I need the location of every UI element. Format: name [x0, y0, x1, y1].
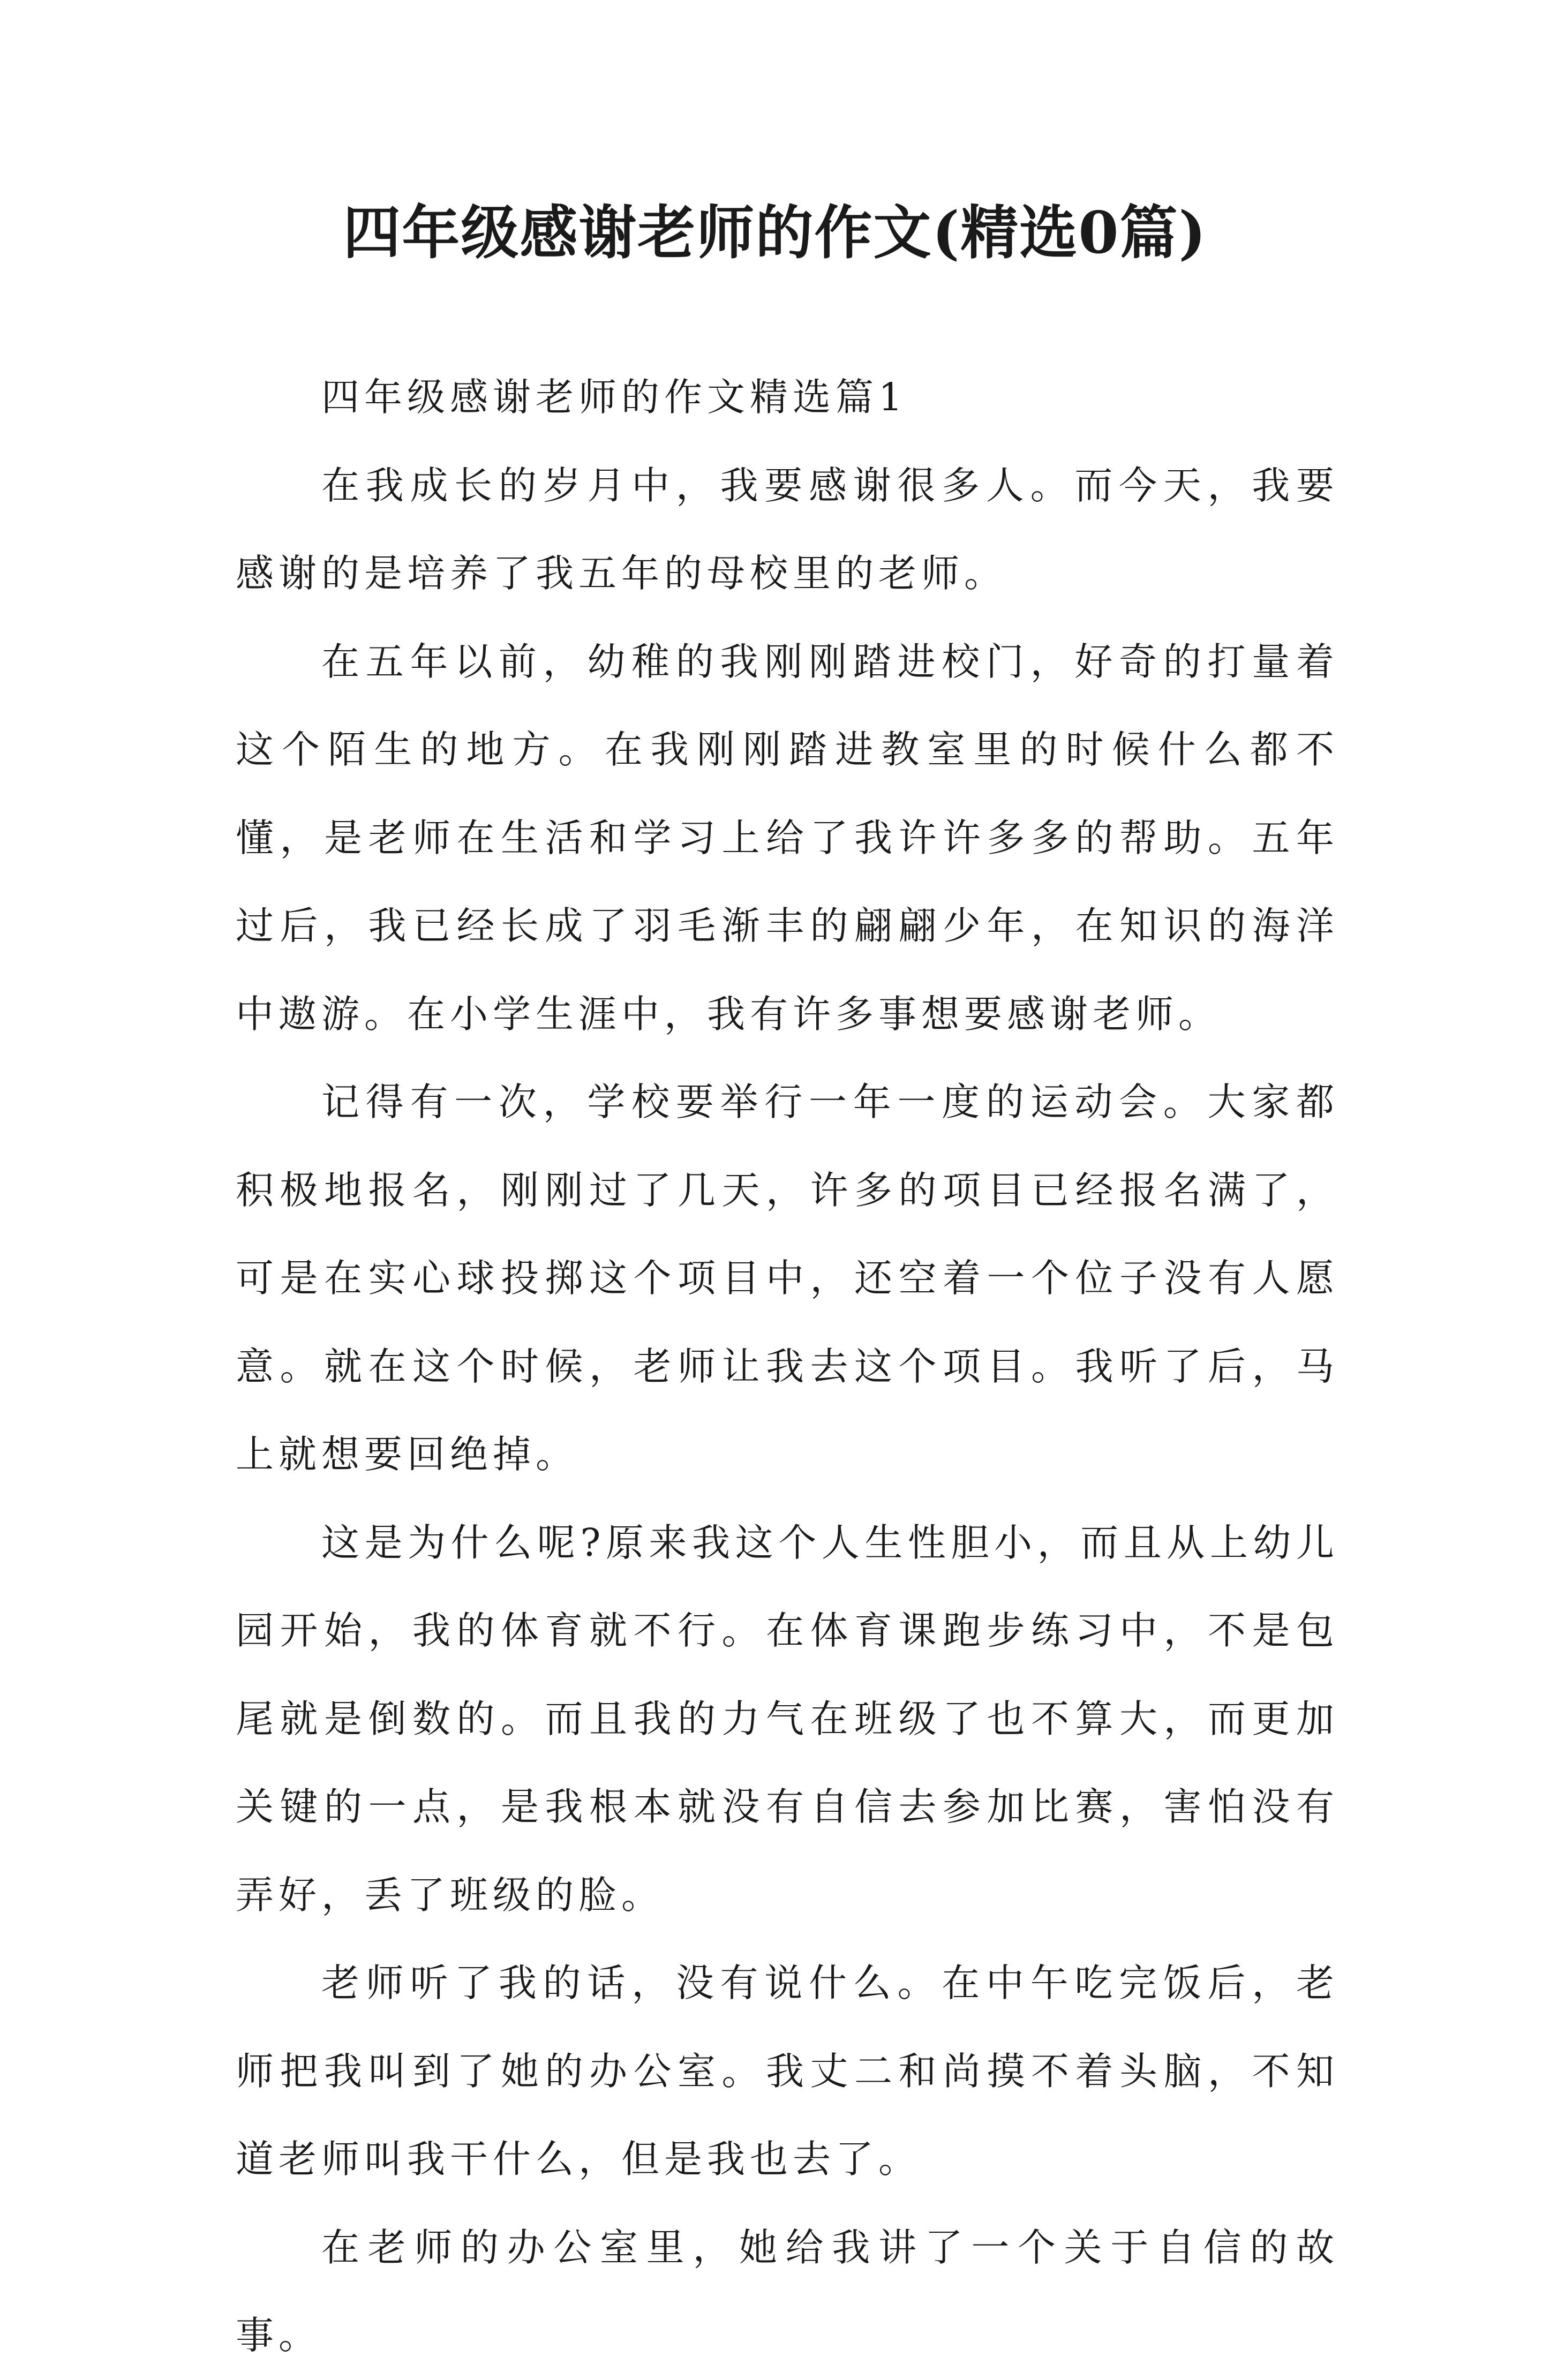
- paragraph: 记得有一次，学校要举行一年一度的运动会。大家都积极地报名，刚刚过了几天，许多的项目已经报名满了，可是在实心球投掷这个项目中，还空着一个位子没有人愿意。就在这个时候，老师让我去这个项目。我听了后，马上就想要回绝掉。: [236, 1080, 1339, 1477]
- document-body: [236, 353, 1339, 2380]
- paragraph: 这是为什么呢?原来我这个人生性胆小，而且从上幼儿园开始，我的体育就不行。在体育课跑步练习中，不是包尾就是倒数的。而且我的力气在班级了也不算大，而更加关键的一点，是我根本就没有自信去参加比赛，害怕没有弄好，丢了班级的脸。: [236, 1520, 1339, 1917]
- paragraph: 在我成长的岁月中，我要感谢很多人。而今天，我要感谢的是培养了我五年的母校里的老师。: [236, 463, 1339, 596]
- paragraph: 在老师的办公室里，她给我讲了一个关于自信的故事。: [236, 2225, 1339, 2358]
- paragraph: 老师听了我的话，没有说什么。在中午吃完饭后，老师把我叫到了她的办公室。我丈二和尚摸不着头脑，不知道老师叫我干什么，但是我也去了。: [236, 1961, 1339, 2181]
- document-title: 四年级感谢老师的作文(精选0篇): [343, 199, 1207, 267]
- section-heading: 四年级感谢老师的作文精选篇1: [321, 375, 908, 419]
- paragraph: 在五年以前，幼稚的我刚刚踏进校门，好奇的打量着这个陌生的地方。在我刚刚踏进教室里的时候什么都不懂，是老师在生活和学习上给了我许许多多的帮助。五年过后，我已经长成了羽毛渐丰的翩翩少年，在知识的海洋中遨游。在小学生涯中，我有许多事想要感谢老师。: [236, 639, 1339, 1036]
